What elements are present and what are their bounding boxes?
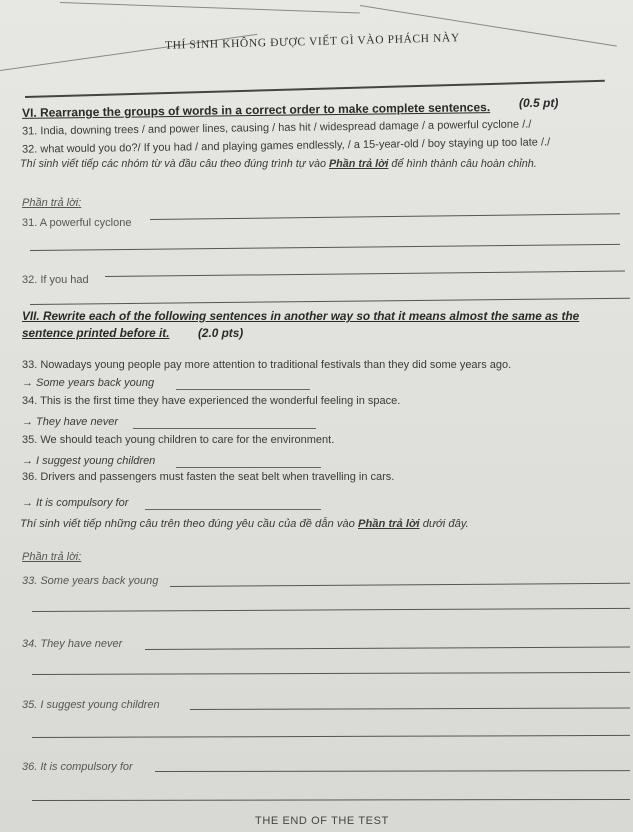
question-36-prompt: → It is compulsory for [22,497,129,509]
answer-35-prompt: 35. I suggest young children [22,699,160,711]
instruction-text-end: dưới đây. [419,518,469,530]
answer-heading-7: Phần trả lời: [22,551,82,563]
section6-points: (0.5 pt) [519,96,559,110]
answer-line-31b [30,244,620,251]
answer-32-prompt: 32. If you had [22,274,89,286]
question-35-blank [176,467,321,468]
question-36: 36. Drivers and passengers must fasten the seat belt when travelling in cars. [22,471,395,483]
end-of-test: THE END OF THE TEST [255,815,389,827]
answer-line-35b [32,735,630,738]
fold-line-top [60,2,360,13]
question-35-prompt: → I suggest young children [22,455,156,467]
answer-36-prompt: 36. It is compulsory for [22,761,133,773]
answer-line-31a [150,213,620,220]
question-34-prompt: → They have never [22,416,118,428]
header-cut-line [25,80,605,98]
question-31: 31. India, downing trees / and power lines, causing / has hit / widespread damage / a powerful cyclone /./ [21,118,532,138]
question-33-prompt: → Some years back young [22,377,155,389]
answer-33-prompt: 33. Some years back young [22,575,159,587]
question-36-blank [145,509,321,510]
answer-line-33a [170,583,630,587]
section6-instruction [20,158,537,170]
no-write-note: THÍ SINH KHÔNG ĐƯỢC VIẾT GÌ VÀO PHÁCH NÀY [164,32,460,52]
section6-title: VI. Rearrange the groups of words in a correct order to make complete sentences. [21,100,491,120]
answer-line-36a [155,770,630,772]
answer-line-32a [105,271,625,277]
section7-instruction [20,518,469,530]
answer-line-34a [145,646,630,650]
question-33-blank [176,389,310,390]
question-34-blank [133,428,316,429]
question-32: 32. what would you do?/ If you had / and playing games endlessly, / a 15-year-old / boy staying up too late /./ [21,136,551,156]
question-33: 33. Nowadays young people pay more attention to traditional festivals than they did some years ago. [22,359,512,371]
section7-points: (2.0 pts) [198,326,244,340]
instruction-text: Thí sinh viết tiếp các nhóm từ và đầu câu theo đúng trình tự vào [20,158,329,170]
answer-line-34b [32,672,630,675]
question-34: 34. This is the first time they have experienced the wonderful feeling in space. [22,395,401,407]
answer-line-32b [30,298,630,305]
answer-line-36b [32,799,630,801]
question-35: 35. We should teach young children to care for the environment. [22,434,335,446]
answer-section-link: Phần trả lời [328,158,389,170]
answer-heading-6: Phần trả lời: [22,197,82,209]
instruction-text: Thí sinh viết tiếp những câu trên theo đúng yêu cầu của đề dẫn vào [20,518,358,530]
section7-title-line1: VII. Rewrite each of the following sentences in another way so that it means almost the same as the [22,309,580,323]
answer-section-link: Phần trả lời [357,518,420,530]
answer-line-35a [190,707,630,710]
section7-title-line2: sentence printed before it. [22,326,170,340]
answer-31-prompt: 31. A powerful cyclone [22,217,132,229]
answer-line-33b [32,608,630,612]
instruction-text-end: để hình thành câu hoàn chỉnh. [388,158,537,170]
answer-34-prompt: 34. They have never [22,638,123,650]
